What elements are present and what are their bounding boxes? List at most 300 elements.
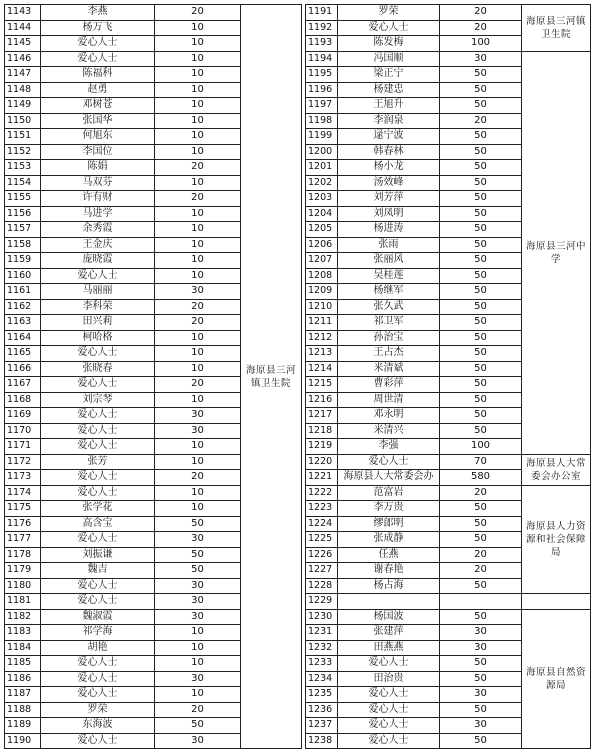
row-number: 1152	[5, 144, 41, 160]
donation-amount: 10	[155, 36, 241, 52]
donor-name: 爱心人士	[41, 36, 155, 52]
row-number: 1161	[5, 284, 41, 300]
row-number: 1177	[5, 532, 41, 548]
row-number: 1206	[306, 237, 338, 253]
donor-name: 杨万飞	[41, 20, 155, 36]
donation-amount: 10	[155, 144, 241, 160]
table-row	[306, 485, 591, 501]
donor-name: 田兴莉	[41, 315, 155, 331]
donation-amount: 30	[155, 423, 241, 439]
donation-amount: 30	[155, 284, 241, 300]
donor-name: 祁卫军	[338, 315, 440, 331]
row-number: 1208	[306, 268, 338, 284]
donation-amount: 30	[155, 408, 241, 424]
donor-name: 李润泉	[338, 113, 440, 129]
donation-amount: 50	[440, 733, 522, 749]
donation-amount: 10	[155, 175, 241, 191]
donation-amount: 50	[440, 144, 522, 160]
row-number: 1170	[5, 423, 41, 439]
donor-name: 刘振谦	[41, 547, 155, 563]
donation-amount: 50	[440, 346, 522, 362]
row-number: 1232	[306, 640, 338, 656]
unit-name: 海原县三河镇卫生院	[241, 5, 302, 749]
donation-amount: 10	[155, 51, 241, 67]
row-number: 1213	[306, 346, 338, 362]
donation-amount: 30	[155, 578, 241, 594]
donation-amount: 30	[440, 640, 522, 656]
right-donation-table	[305, 4, 591, 749]
donation-amount: 10	[155, 392, 241, 408]
donation-amount: 50	[440, 408, 522, 424]
donor-name: 陈发梅	[338, 36, 440, 52]
donor-name: 李万贵	[338, 501, 440, 517]
row-number: 1186	[5, 671, 41, 687]
donation-amount: 10	[155, 330, 241, 346]
row-number: 1220	[306, 454, 338, 470]
row-number: 1222	[306, 485, 338, 501]
donation-amount: 10	[155, 129, 241, 145]
row-number: 1229	[306, 594, 338, 610]
unit-name: 海原县三河中学	[522, 51, 591, 454]
row-number: 1235	[306, 687, 338, 703]
donor-name: 邓树苍	[41, 98, 155, 114]
donor-name: 爱心人士	[41, 346, 155, 362]
donor-name: 马进学	[41, 206, 155, 222]
donor-name: 海原县人大常委会办	[338, 470, 440, 486]
donation-amount: 10	[155, 268, 241, 284]
donor-name: 杨占海	[338, 578, 440, 594]
donation-amount: 50	[440, 330, 522, 346]
row-number: 1192	[306, 20, 338, 36]
row-number: 1214	[306, 361, 338, 377]
donation-amount: 10	[155, 82, 241, 98]
donor-name: 杨国波	[338, 609, 440, 625]
donor-name: 爱心人士	[338, 656, 440, 672]
donation-amount	[440, 594, 522, 610]
donor-name: 张成静	[338, 532, 440, 548]
donor-name: 爱心人士	[41, 733, 155, 749]
donor-name: 祁学海	[41, 625, 155, 641]
donation-amount: 30	[440, 718, 522, 734]
row-number: 1216	[306, 392, 338, 408]
donation-amount: 10	[155, 67, 241, 83]
unit-name: 海原县人力资源和社会保障局	[522, 485, 591, 594]
unit-name	[522, 594, 591, 610]
row-number: 1203	[306, 191, 338, 207]
donation-amount: 70	[440, 454, 522, 470]
donation-amount: 10	[155, 113, 241, 129]
donor-name: 李科荣	[41, 299, 155, 315]
row-number: 1226	[306, 547, 338, 563]
row-number: 1146	[5, 51, 41, 67]
donor-name: 爱心人士	[338, 718, 440, 734]
donation-amount: 50	[155, 718, 241, 734]
row-number: 1159	[5, 253, 41, 269]
donor-name: 高含宝	[41, 516, 155, 532]
donation-amount: 10	[155, 253, 241, 269]
donation-amount: 20	[155, 702, 241, 718]
row-number: 1163	[5, 315, 41, 331]
donor-name: 东海波	[41, 718, 155, 734]
row-number: 1174	[5, 485, 41, 501]
donation-amount: 50	[440, 315, 522, 331]
donor-name: 张晓春	[41, 361, 155, 377]
donor-name: 庞晓霞	[41, 253, 155, 269]
row-number: 1147	[5, 67, 41, 83]
donor-name: 杨建忠	[338, 82, 440, 98]
donor-name: 曹彩萍	[338, 377, 440, 393]
donation-amount: 50	[440, 299, 522, 315]
donor-name: 杨小龙	[338, 160, 440, 176]
donation-amount: 10	[155, 222, 241, 238]
donation-amount: 20	[155, 377, 241, 393]
row-number: 1168	[5, 392, 41, 408]
donor-name: 爱心人士	[41, 439, 155, 455]
donor-name: 赵勇	[41, 82, 155, 98]
donation-amount: 50	[440, 377, 522, 393]
donor-name: 爱心人士	[41, 51, 155, 67]
row-number: 1184	[5, 640, 41, 656]
donor-name: 陈福科	[41, 67, 155, 83]
row-number: 1176	[5, 516, 41, 532]
donation-amount: 50	[440, 532, 522, 548]
donation-amount: 50	[440, 237, 522, 253]
row-number: 1202	[306, 175, 338, 191]
row-number: 1198	[306, 113, 338, 129]
row-number: 1153	[5, 160, 41, 176]
donation-amount: 30	[155, 532, 241, 548]
donation-amount: 50	[440, 268, 522, 284]
row-number: 1160	[5, 268, 41, 284]
row-number: 1194	[306, 51, 338, 67]
row-number: 1191	[306, 5, 338, 21]
donation-amount: 50	[440, 609, 522, 625]
row-number: 1211	[306, 315, 338, 331]
donation-amount: 10	[155, 206, 241, 222]
donor-name: 逯宁波	[338, 129, 440, 145]
donor-name: 余秀霞	[41, 222, 155, 238]
donor-name: 王金庆	[41, 237, 155, 253]
donation-amount: 20	[155, 160, 241, 176]
row-number: 1193	[306, 36, 338, 52]
donor-name: 张雨	[338, 237, 440, 253]
donor-name: 韩春林	[338, 144, 440, 160]
row-number: 1171	[5, 439, 41, 455]
donation-amount: 100	[440, 439, 522, 455]
row-number: 1196	[306, 82, 338, 98]
donation-amount: 20	[440, 113, 522, 129]
donation-amount: 10	[155, 656, 241, 672]
table-row	[306, 5, 591, 21]
row-number: 1154	[5, 175, 41, 191]
donation-amount: 10	[155, 346, 241, 362]
row-number: 1210	[306, 299, 338, 315]
donation-amount: 10	[155, 237, 241, 253]
row-number: 1175	[5, 501, 41, 517]
donation-amount: 10	[155, 439, 241, 455]
row-number: 1238	[306, 733, 338, 749]
donation-amount: 50	[440, 656, 522, 672]
donation-amount: 20	[440, 563, 522, 579]
row-number: 1188	[5, 702, 41, 718]
row-number: 1215	[306, 377, 338, 393]
row-number: 1164	[5, 330, 41, 346]
donation-amount: 10	[155, 485, 241, 501]
donor-name: 张建萍	[338, 625, 440, 641]
donor-name: 米清斌	[338, 361, 440, 377]
row-number: 1190	[5, 733, 41, 749]
left-donation-table	[4, 4, 302, 749]
donor-name: 马丽丽	[41, 284, 155, 300]
donor-name: 胡艳	[41, 640, 155, 656]
donor-name: 刘芳萍	[338, 191, 440, 207]
donation-amount: 20	[155, 299, 241, 315]
row-number: 1173	[5, 470, 41, 486]
row-number: 1144	[5, 20, 41, 36]
donor-name: 爱心人士	[41, 687, 155, 703]
donation-amount: 50	[440, 501, 522, 517]
donor-name: 魏吉	[41, 563, 155, 579]
donor-name: 杨继军	[338, 284, 440, 300]
table-row	[306, 594, 591, 610]
row-number: 1223	[306, 501, 338, 517]
donor-name: 罗荣	[41, 702, 155, 718]
donor-name: 冯国顺	[338, 51, 440, 67]
row-number: 1166	[5, 361, 41, 377]
row-number: 1167	[5, 377, 41, 393]
donation-amount: 50	[440, 361, 522, 377]
donation-amount: 50	[440, 160, 522, 176]
row-number: 1231	[306, 625, 338, 641]
donation-amount: 50	[155, 516, 241, 532]
table-row	[5, 5, 302, 21]
donation-amount: 50	[440, 671, 522, 687]
donor-name: 梁正宁	[338, 67, 440, 83]
donor-name: 爱心人士	[41, 578, 155, 594]
donation-amount: 50	[440, 222, 522, 238]
donor-name: 张丽风	[338, 253, 440, 269]
donation-amount: 20	[440, 20, 522, 36]
donor-name: 爱心人士	[41, 594, 155, 610]
row-number: 1182	[5, 609, 41, 625]
donation-amount: 100	[440, 36, 522, 52]
row-number: 1157	[5, 222, 41, 238]
row-number: 1236	[306, 702, 338, 718]
donor-name: 柯哈格	[41, 330, 155, 346]
donation-amount: 50	[440, 516, 522, 532]
row-number: 1183	[5, 625, 41, 641]
row-number: 1227	[306, 563, 338, 579]
donation-amount: 20	[155, 5, 241, 21]
donor-name: 邓永明	[338, 408, 440, 424]
donor-name	[338, 594, 440, 610]
donor-name: 爱心人士	[41, 671, 155, 687]
donor-name: 爱心人士	[338, 454, 440, 470]
donor-name: 李国位	[41, 144, 155, 160]
donor-name: 王占杰	[338, 346, 440, 362]
row-number: 1143	[5, 5, 41, 21]
row-number: 1228	[306, 578, 338, 594]
row-number: 1204	[306, 206, 338, 222]
donor-name: 爱心人士	[338, 733, 440, 749]
donor-name: 李强	[338, 439, 440, 455]
donor-name: 吴桂莲	[338, 268, 440, 284]
right-table-body	[306, 5, 591, 749]
row-number: 1199	[306, 129, 338, 145]
donor-name: 爱心人士	[41, 268, 155, 284]
row-number: 1172	[5, 454, 41, 470]
donor-name: 罗荣	[338, 5, 440, 21]
donor-name: 魏淑霞	[41, 609, 155, 625]
row-number: 1148	[5, 82, 41, 98]
donor-name: 爱心人士	[41, 408, 155, 424]
donor-name: 缪郎明	[338, 516, 440, 532]
donation-amount: 50	[155, 563, 241, 579]
row-number: 1205	[306, 222, 338, 238]
row-number: 1224	[306, 516, 338, 532]
donation-amount: 30	[440, 687, 522, 703]
donation-amount: 30	[155, 609, 241, 625]
donation-amount: 50	[440, 98, 522, 114]
row-number: 1151	[5, 129, 41, 145]
row-number: 1181	[5, 594, 41, 610]
donation-amount: 50	[440, 702, 522, 718]
donor-name: 刘凤明	[338, 206, 440, 222]
donor-name: 爱心人士	[41, 470, 155, 486]
donation-amount: 50	[440, 578, 522, 594]
donor-name: 任燕	[338, 547, 440, 563]
row-number: 1189	[5, 718, 41, 734]
row-number: 1150	[5, 113, 41, 129]
table-row	[306, 609, 591, 625]
row-number: 1187	[5, 687, 41, 703]
donor-name: 王旭升	[338, 98, 440, 114]
table-row	[306, 454, 591, 470]
row-number: 1225	[306, 532, 338, 548]
donation-amount: 50	[440, 423, 522, 439]
donation-amount: 20	[440, 485, 522, 501]
donation-amount: 10	[155, 20, 241, 36]
unit-name: 海原县人大常委会办公室	[522, 454, 591, 485]
donation-amount: 20	[155, 470, 241, 486]
donation-amount: 20	[440, 547, 522, 563]
donor-name: 汤效峰	[338, 175, 440, 191]
row-number: 1178	[5, 547, 41, 563]
row-number: 1197	[306, 98, 338, 114]
donation-amount: 30	[440, 51, 522, 67]
donation-amount: 50	[440, 284, 522, 300]
donor-name: 马双芬	[41, 175, 155, 191]
donation-amount: 10	[155, 501, 241, 517]
donor-name: 爱心人士	[41, 656, 155, 672]
row-number: 1201	[306, 160, 338, 176]
donor-name: 张国华	[41, 113, 155, 129]
row-number: 1218	[306, 423, 338, 439]
donation-amount: 50	[440, 191, 522, 207]
donation-amount: 10	[155, 361, 241, 377]
donor-name: 爱心人士	[338, 687, 440, 703]
donor-name: 田治贵	[338, 671, 440, 687]
left-table-body	[5, 5, 302, 749]
row-number: 1230	[306, 609, 338, 625]
donor-name: 周世清	[338, 392, 440, 408]
donation-amount: 30	[155, 671, 241, 687]
donation-amount: 50	[155, 547, 241, 563]
row-number: 1212	[306, 330, 338, 346]
donor-name: 张久武	[338, 299, 440, 315]
row-number: 1233	[306, 656, 338, 672]
donation-amount: 20	[440, 5, 522, 21]
row-number: 1219	[306, 439, 338, 455]
unit-name: 海原县三河镇卫生院	[522, 5, 591, 52]
donor-name: 许有财	[41, 191, 155, 207]
donation-amount: 50	[440, 129, 522, 145]
row-number: 1237	[306, 718, 338, 734]
donor-name: 张芳	[41, 454, 155, 470]
row-number: 1217	[306, 408, 338, 424]
row-number: 1145	[5, 36, 41, 52]
donor-name: 爱心人士	[41, 423, 155, 439]
row-number: 1165	[5, 346, 41, 362]
donation-amount: 50	[440, 392, 522, 408]
donor-name: 爱心人士	[41, 377, 155, 393]
row-number: 1207	[306, 253, 338, 269]
row-number: 1158	[5, 237, 41, 253]
donation-amount: 10	[155, 687, 241, 703]
donor-name: 刘宗琴	[41, 392, 155, 408]
donation-amount: 50	[440, 82, 522, 98]
donation-amount: 30	[440, 625, 522, 641]
donation-amount: 20	[155, 315, 241, 331]
donation-amount: 30	[155, 733, 241, 749]
donation-amount: 10	[155, 640, 241, 656]
row-number: 1200	[306, 144, 338, 160]
donation-amount: 50	[440, 206, 522, 222]
row-number: 1195	[306, 67, 338, 83]
donation-amount: 50	[440, 253, 522, 269]
row-number: 1156	[5, 206, 41, 222]
donor-name: 李燕	[41, 5, 155, 21]
row-number: 1180	[5, 578, 41, 594]
donation-amount: 50	[440, 175, 522, 191]
unit-name: 海原县自然资源局	[522, 609, 591, 749]
donation-amount: 10	[155, 98, 241, 114]
donation-amount: 20	[155, 191, 241, 207]
donation-amount: 10	[155, 625, 241, 641]
table-row	[306, 51, 591, 67]
donor-name: 张学花	[41, 501, 155, 517]
donor-name: 爱心人士	[338, 20, 440, 36]
row-number: 1234	[306, 671, 338, 687]
donor-name: 谢春艳	[338, 563, 440, 579]
donor-name: 杨进涛	[338, 222, 440, 238]
donor-name: 范富岩	[338, 485, 440, 501]
donor-name: 米清兴	[338, 423, 440, 439]
row-number: 1185	[5, 656, 41, 672]
donation-amount: 50	[440, 67, 522, 83]
row-number: 1221	[306, 470, 338, 486]
row-number: 1155	[5, 191, 41, 207]
donation-amount: 580	[440, 470, 522, 486]
donor-name: 何旭东	[41, 129, 155, 145]
donor-name: 田燕燕	[338, 640, 440, 656]
row-number: 1162	[5, 299, 41, 315]
donor-name: 陈娟	[41, 160, 155, 176]
donor-name: 爱心人士	[338, 702, 440, 718]
row-number: 1169	[5, 408, 41, 424]
donor-name: 爱心人士	[41, 532, 155, 548]
row-number: 1209	[306, 284, 338, 300]
